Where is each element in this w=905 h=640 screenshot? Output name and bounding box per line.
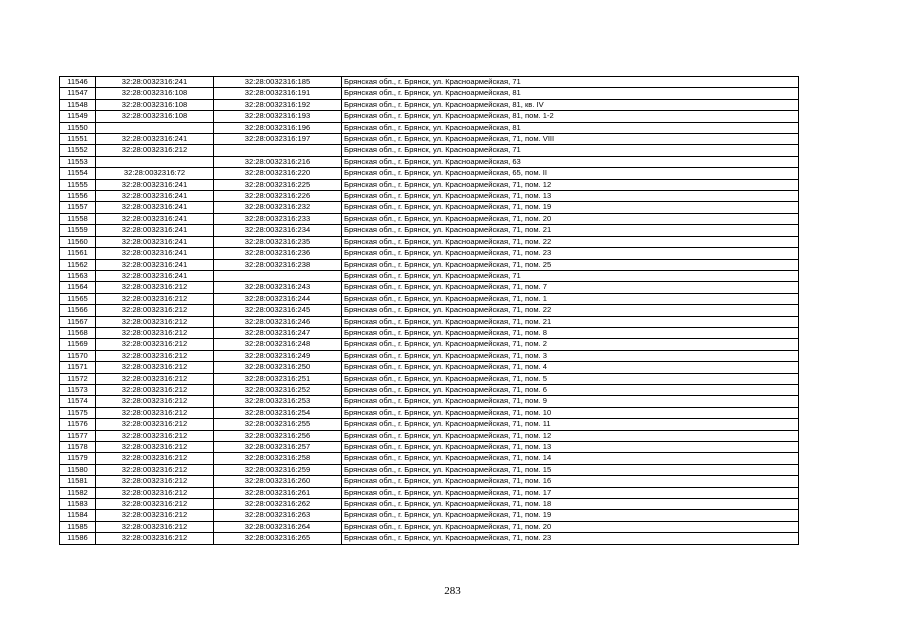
parcel-number-cell: 32:28:0032316:212 bbox=[96, 339, 214, 350]
address-cell: Брянская обл., г. Брянск, ул. Красноармейская, 71, пом. 13 bbox=[342, 442, 799, 453]
table-row bbox=[60, 407, 799, 418]
table-row bbox=[60, 487, 799, 498]
table-row bbox=[60, 179, 799, 190]
parcel-number-cell: 32:28:0032316:212 bbox=[96, 327, 214, 338]
object-number-cell: 32:28:0032316:263 bbox=[214, 510, 342, 521]
row-number-cell: 11572 bbox=[60, 373, 96, 384]
address-cell: Брянская обл., г. Брянск, ул. Красноармейская, 65, пом. II bbox=[342, 168, 799, 179]
table-row bbox=[60, 339, 799, 350]
row-number-cell: 11551 bbox=[60, 134, 96, 145]
object-number-cell: 32:28:0032316:260 bbox=[214, 476, 342, 487]
row-number-cell: 11547 bbox=[60, 88, 96, 99]
address-cell: Брянская обл., г. Брянск, ул. Красноармейская, 71, пом. 13 bbox=[342, 191, 799, 202]
address-cell: Брянская обл., г. Брянск, ул. Красноармейская, 71 bbox=[342, 270, 799, 281]
parcel-number-cell bbox=[96, 122, 214, 133]
object-number-cell: 32:28:0032316:185 bbox=[214, 77, 342, 88]
address-cell: Брянская обл., г. Брянск, ул. Красноармейская, 71, пом. 14 bbox=[342, 453, 799, 464]
address-cell: Брянская обл., г. Брянск, ул. Красноармейская, 71, пом. 22 bbox=[342, 305, 799, 316]
object-number-cell: 32:28:0032316:243 bbox=[214, 282, 342, 293]
table-row bbox=[60, 316, 799, 327]
row-number-cell: 11575 bbox=[60, 407, 96, 418]
object-number-cell: 32:28:0032316:264 bbox=[214, 521, 342, 532]
object-number-cell: 32:28:0032316:255 bbox=[214, 419, 342, 430]
parcel-number-cell: 32:28:0032316:241 bbox=[96, 225, 214, 236]
address-cell: Брянская обл., г. Брянск, ул. Красноармейская, 71, пом. 21 bbox=[342, 225, 799, 236]
row-number-cell: 11567 bbox=[60, 316, 96, 327]
cadastral-table bbox=[59, 76, 799, 545]
object-number-cell: 32:28:0032316:191 bbox=[214, 88, 342, 99]
parcel-number-cell: 32:28:0032316:241 bbox=[96, 134, 214, 145]
parcel-number-cell: 32:28:0032316:108 bbox=[96, 88, 214, 99]
table-row bbox=[60, 202, 799, 213]
address-cell: Брянская обл., г. Брянск, ул. Красноармейская, 81 bbox=[342, 122, 799, 133]
object-number-cell: 32:28:0032316:236 bbox=[214, 248, 342, 259]
table-row bbox=[60, 430, 799, 441]
table-row bbox=[60, 236, 799, 247]
object-number-cell: 32:28:0032316:244 bbox=[214, 293, 342, 304]
address-cell: Брянская обл., г. Брянск, ул. Красноармейская, 71, пом. 7 bbox=[342, 282, 799, 293]
object-number-cell: 32:28:0032316:250 bbox=[214, 362, 342, 373]
row-number-cell: 11574 bbox=[60, 396, 96, 407]
parcel-number-cell: 32:28:0032316:212 bbox=[96, 430, 214, 441]
row-number-cell: 11562 bbox=[60, 259, 96, 270]
parcel-number-cell: 32:28:0032316:212 bbox=[96, 533, 214, 544]
object-number-cell: 32:28:0032316:248 bbox=[214, 339, 342, 350]
table-row bbox=[60, 293, 799, 304]
table-row bbox=[60, 350, 799, 361]
object-number-cell: 32:28:0032316:234 bbox=[214, 225, 342, 236]
parcel-number-cell: 32:28:0032316:212 bbox=[96, 510, 214, 521]
row-number-cell: 11565 bbox=[60, 293, 96, 304]
table-body bbox=[60, 77, 799, 545]
row-number-cell: 11549 bbox=[60, 111, 96, 122]
row-number-cell: 11586 bbox=[60, 533, 96, 544]
row-number-cell: 11556 bbox=[60, 191, 96, 202]
parcel-number-cell: 32:28:0032316:212 bbox=[96, 350, 214, 361]
parcel-number-cell: 32:28:0032316:212 bbox=[96, 453, 214, 464]
parcel-number-cell: 32:28:0032316:108 bbox=[96, 99, 214, 110]
table-row bbox=[60, 442, 799, 453]
parcel-number-cell: 32:28:0032316:241 bbox=[96, 202, 214, 213]
table-row bbox=[60, 499, 799, 510]
address-cell: Брянская обл., г. Брянск, ул. Красноармейская, 71, пом. 20 bbox=[342, 213, 799, 224]
parcel-number-cell: 32:28:0032316:241 bbox=[96, 259, 214, 270]
row-number-cell: 11546 bbox=[60, 77, 96, 88]
address-cell: Брянская обл., г. Брянск, ул. Красноармейская, 71, пом. 6 bbox=[342, 384, 799, 395]
parcel-number-cell: 32:28:0032316:212 bbox=[96, 464, 214, 475]
row-number-cell: 11580 bbox=[60, 464, 96, 475]
parcel-number-cell: 32:28:0032316:212 bbox=[96, 521, 214, 532]
object-number-cell: 32:28:0032316:226 bbox=[214, 191, 342, 202]
row-number-cell: 11577 bbox=[60, 430, 96, 441]
address-cell: Брянская обл., г. Брянск, ул. Красноармейская, 71, пом. 10 bbox=[342, 407, 799, 418]
row-number-cell: 11553 bbox=[60, 156, 96, 167]
table-row bbox=[60, 419, 799, 430]
address-cell: Брянская обл., г. Брянск, ул. Красноармейская, 71, пом. 12 bbox=[342, 179, 799, 190]
address-cell: Брянская обл., г. Брянск, ул. Красноармейская, 71, пом. 22 bbox=[342, 236, 799, 247]
address-cell: Брянская обл., г. Брянск, ул. Красноармейская, 81 bbox=[342, 88, 799, 99]
address-cell: Брянская обл., г. Брянск, ул. Красноармейская, 71, пом. VIII bbox=[342, 134, 799, 145]
address-cell: Брянская обл., г. Брянск, ул. Красноармейская, 71, пом. 5 bbox=[342, 373, 799, 384]
object-number-cell: 32:28:0032316:193 bbox=[214, 111, 342, 122]
table-row bbox=[60, 259, 799, 270]
table-row bbox=[60, 225, 799, 236]
object-number-cell: 32:28:0032316:220 bbox=[214, 168, 342, 179]
address-cell: Брянская обл., г. Брянск, ул. Красноармейская, 71, пом. 8 bbox=[342, 327, 799, 338]
table-row bbox=[60, 510, 799, 521]
row-number-cell: 11559 bbox=[60, 225, 96, 236]
row-number-cell: 11554 bbox=[60, 168, 96, 179]
row-number-cell: 11548 bbox=[60, 99, 96, 110]
object-number-cell: 32:28:0032316:252 bbox=[214, 384, 342, 395]
row-number-cell: 11555 bbox=[60, 179, 96, 190]
table-row bbox=[60, 453, 799, 464]
object-number-cell: 32:28:0032316:245 bbox=[214, 305, 342, 316]
object-number-cell: 32:28:0032316:216 bbox=[214, 156, 342, 167]
address-cell: Брянская обл., г. Брянск, ул. Красноармейская, 71, пом. 15 bbox=[342, 464, 799, 475]
table-row bbox=[60, 111, 799, 122]
table-row bbox=[60, 327, 799, 338]
row-number-cell: 11560 bbox=[60, 236, 96, 247]
row-number-cell: 11576 bbox=[60, 419, 96, 430]
object-number-cell: 32:28:0032316:261 bbox=[214, 487, 342, 498]
table-row bbox=[60, 476, 799, 487]
table-row bbox=[60, 248, 799, 259]
object-number-cell: 32:28:0032316:256 bbox=[214, 430, 342, 441]
address-cell: Брянская обл., г. Брянск, ул. Красноармейская, 81, пом. 1-2 bbox=[342, 111, 799, 122]
parcel-number-cell: 32:28:0032316:241 bbox=[96, 213, 214, 224]
table-row bbox=[60, 122, 799, 133]
address-cell: Брянская обл., г. Брянск, ул. Красноармейская, 71, пом. 16 bbox=[342, 476, 799, 487]
row-number-cell: 11584 bbox=[60, 510, 96, 521]
table-row bbox=[60, 521, 799, 532]
address-cell: Брянская обл., г. Брянск, ул. Красноармейская, 71, пом. 2 bbox=[342, 339, 799, 350]
object-number-cell: 32:28:0032316:197 bbox=[214, 134, 342, 145]
object-number-cell: 32:28:0032316:233 bbox=[214, 213, 342, 224]
parcel-number-cell: 32:28:0032316:212 bbox=[96, 373, 214, 384]
address-cell: Брянская обл., г. Брянск, ул. Красноармейская, 71, пом. 18 bbox=[342, 499, 799, 510]
row-number-cell: 11568 bbox=[60, 327, 96, 338]
parcel-number-cell: 32:28:0032316:241 bbox=[96, 179, 214, 190]
row-number-cell: 11578 bbox=[60, 442, 96, 453]
address-cell: Брянская обл., г. Брянск, ул. Красноармейская, 71, пом. 12 bbox=[342, 430, 799, 441]
table-row bbox=[60, 533, 799, 544]
object-number-cell: 32:28:0032316:251 bbox=[214, 373, 342, 384]
table-row bbox=[60, 99, 799, 110]
parcel-number-cell: 32:28:0032316:241 bbox=[96, 270, 214, 281]
row-number-cell: 11570 bbox=[60, 350, 96, 361]
parcel-number-cell: 32:28:0032316:241 bbox=[96, 236, 214, 247]
row-number-cell: 11552 bbox=[60, 145, 96, 156]
table-row bbox=[60, 88, 799, 99]
row-number-cell: 11573 bbox=[60, 384, 96, 395]
object-number-cell bbox=[214, 270, 342, 281]
address-cell: Брянская обл., г. Брянск, ул. Красноармейская, 71 bbox=[342, 145, 799, 156]
parcel-number-cell: 32:28:0032316:212 bbox=[96, 384, 214, 395]
row-number-cell: 11582 bbox=[60, 487, 96, 498]
parcel-number-cell: 32:28:0032316:212 bbox=[96, 396, 214, 407]
row-number-cell: 11561 bbox=[60, 248, 96, 259]
parcel-number-cell bbox=[96, 156, 214, 167]
parcel-number-cell: 32:28:0032316:212 bbox=[96, 316, 214, 327]
table-row bbox=[60, 134, 799, 145]
object-number-cell: 32:28:0032316:265 bbox=[214, 533, 342, 544]
parcel-number-cell: 32:28:0032316:212 bbox=[96, 499, 214, 510]
table-row bbox=[60, 213, 799, 224]
address-cell: Брянская обл., г. Брянск, ул. Красноармейская, 71, пом. 19 bbox=[342, 202, 799, 213]
address-cell: Брянская обл., г. Брянск, ул. Красноармейская, 71, пом. 1 bbox=[342, 293, 799, 304]
object-number-cell: 32:28:0032316:225 bbox=[214, 179, 342, 190]
address-cell: Брянская обл., г. Брянск, ул. Красноармейская, 71, пом. 3 bbox=[342, 350, 799, 361]
object-number-cell: 32:28:0032316:247 bbox=[214, 327, 342, 338]
row-number-cell: 11557 bbox=[60, 202, 96, 213]
row-number-cell: 11581 bbox=[60, 476, 96, 487]
table-row bbox=[60, 270, 799, 281]
address-cell: Брянская обл., г. Брянск, ул. Красноармейская, 71, пом. 17 bbox=[342, 487, 799, 498]
address-cell: Брянская обл., г. Брянск, ул. Красноармейская, 71, пом. 9 bbox=[342, 396, 799, 407]
parcel-number-cell: 32:28:0032316:212 bbox=[96, 282, 214, 293]
parcel-number-cell: 32:28:0032316:212 bbox=[96, 293, 214, 304]
address-cell: Брянская обл., г. Брянск, ул. Красноармейская, 71, пом. 19 bbox=[342, 510, 799, 521]
table-row bbox=[60, 191, 799, 202]
object-number-cell: 32:28:0032316:262 bbox=[214, 499, 342, 510]
table-row bbox=[60, 145, 799, 156]
parcel-number-cell: 32:28:0032316:241 bbox=[96, 77, 214, 88]
object-number-cell: 32:28:0032316:257 bbox=[214, 442, 342, 453]
object-number-cell: 32:28:0032316:196 bbox=[214, 122, 342, 133]
object-number-cell: 32:28:0032316:259 bbox=[214, 464, 342, 475]
row-number-cell: 11579 bbox=[60, 453, 96, 464]
parcel-number-cell: 32:28:0032316:212 bbox=[96, 305, 214, 316]
address-cell: Брянская обл., г. Брянск, ул. Красноармейская, 71, пом. 25 bbox=[342, 259, 799, 270]
row-number-cell: 11564 bbox=[60, 282, 96, 293]
parcel-number-cell: 32:28:0032316:212 bbox=[96, 362, 214, 373]
row-number-cell: 11550 bbox=[60, 122, 96, 133]
parcel-number-cell: 32:28:0032316:241 bbox=[96, 248, 214, 259]
row-number-cell: 11563 bbox=[60, 270, 96, 281]
table-row bbox=[60, 384, 799, 395]
table-row bbox=[60, 156, 799, 167]
row-number-cell: 11583 bbox=[60, 499, 96, 510]
row-number-cell: 11569 bbox=[60, 339, 96, 350]
object-number-cell: 32:28:0032316:254 bbox=[214, 407, 342, 418]
parcel-number-cell: 32:28:0032316:72 bbox=[96, 168, 214, 179]
object-number-cell: 32:28:0032316:258 bbox=[214, 453, 342, 464]
table-row bbox=[60, 373, 799, 384]
parcel-number-cell: 32:28:0032316:212 bbox=[96, 487, 214, 498]
address-cell: Брянская обл., г. Брянск, ул. Красноармейская, 63 bbox=[342, 156, 799, 167]
table-row bbox=[60, 282, 799, 293]
row-number-cell: 11571 bbox=[60, 362, 96, 373]
parcel-number-cell: 32:28:0032316:212 bbox=[96, 476, 214, 487]
object-number-cell: 32:28:0032316:253 bbox=[214, 396, 342, 407]
address-cell: Брянская обл., г. Брянск, ул. Красноармейская, 71, пом. 11 bbox=[342, 419, 799, 430]
address-cell: Брянская обл., г. Брянск, ул. Красноармейская, 71 bbox=[342, 77, 799, 88]
parcel-number-cell: 32:28:0032316:212 bbox=[96, 442, 214, 453]
parcel-number-cell: 32:28:0032316:212 bbox=[96, 145, 214, 156]
object-number-cell: 32:28:0032316:235 bbox=[214, 236, 342, 247]
address-cell: Брянская обл., г. Брянск, ул. Красноармейская, 71, пом. 23 bbox=[342, 248, 799, 259]
row-number-cell: 11585 bbox=[60, 521, 96, 532]
address-cell: Брянская обл., г. Брянск, ул. Красноармейская, 71, пом. 23 bbox=[342, 533, 799, 544]
table-row bbox=[60, 362, 799, 373]
page-number: 283 bbox=[444, 585, 461, 597]
table-row bbox=[60, 168, 799, 179]
object-number-cell: 32:28:0032316:249 bbox=[214, 350, 342, 361]
row-number-cell: 11566 bbox=[60, 305, 96, 316]
parcel-number-cell: 32:28:0032316:241 bbox=[96, 191, 214, 202]
table-row bbox=[60, 396, 799, 407]
object-number-cell: 32:28:0032316:246 bbox=[214, 316, 342, 327]
parcel-number-cell: 32:28:0032316:212 bbox=[96, 407, 214, 418]
address-cell: Брянская обл., г. Брянск, ул. Красноармейская, 71, пом. 4 bbox=[342, 362, 799, 373]
table-row bbox=[60, 464, 799, 475]
row-number-cell: 11558 bbox=[60, 213, 96, 224]
address-cell: Брянская обл., г. Брянск, ул. Красноармейская, 71, пом. 20 bbox=[342, 521, 799, 532]
table-row bbox=[60, 77, 799, 88]
parcel-number-cell: 32:28:0032316:212 bbox=[96, 419, 214, 430]
address-cell: Брянская обл., г. Брянск, ул. Красноармейская, 81, кв. IV bbox=[342, 99, 799, 110]
object-number-cell: 32:28:0032316:238 bbox=[214, 259, 342, 270]
object-number-cell bbox=[214, 145, 342, 156]
parcel-number-cell: 32:28:0032316:108 bbox=[96, 111, 214, 122]
object-number-cell: 32:28:0032316:232 bbox=[214, 202, 342, 213]
object-number-cell: 32:28:0032316:192 bbox=[214, 99, 342, 110]
table-row bbox=[60, 305, 799, 316]
address-cell: Брянская обл., г. Брянск, ул. Красноармейская, 71, пом. 21 bbox=[342, 316, 799, 327]
